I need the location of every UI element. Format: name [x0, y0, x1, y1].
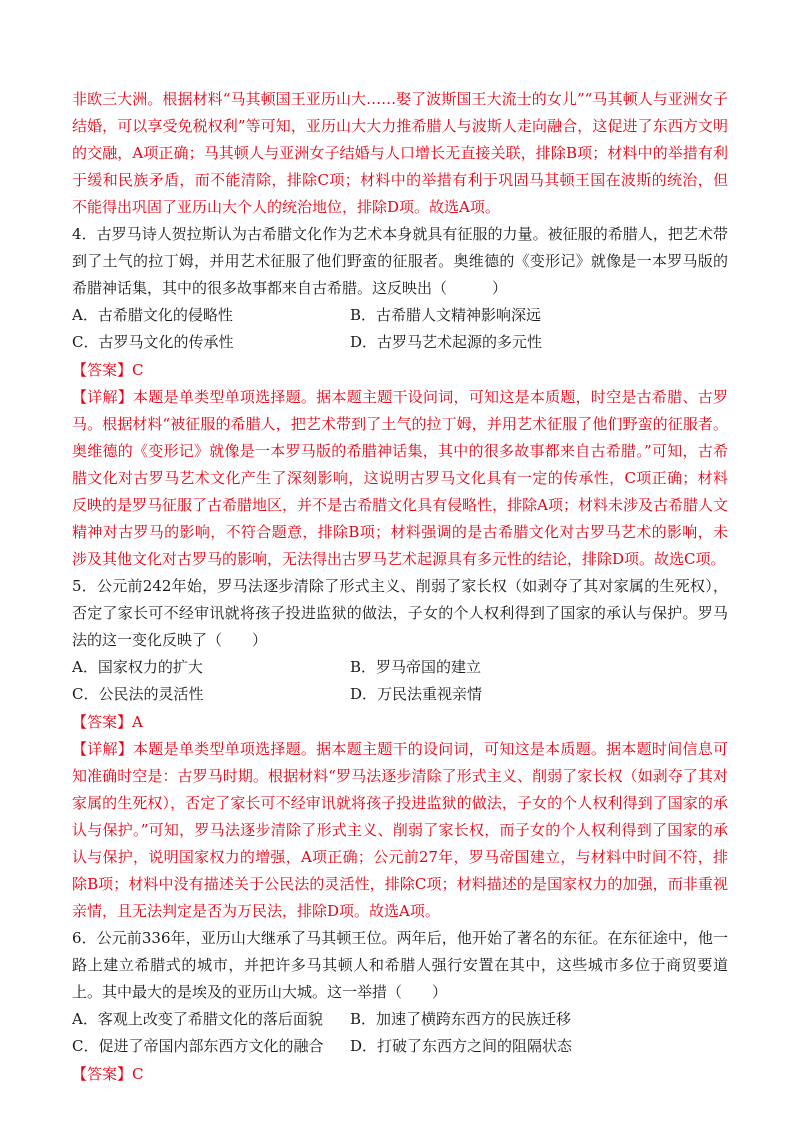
detail-text: 本题是单类型单项选择题。据本题主题干设问词，可知这是本质题，时空是古希腊、古罗马。根据材料“被征服的希腊人，把艺术带到了土气的拉丁姆，并用艺术征服了他们野蛮的征服者。奥维德的《变形记》就像是一本罗马版的希腊神话集，其中的很多故事都来自古希腊。”可知，古希腊文化对古罗马艺术文化产生了深刻影响，这说明古罗马文化具有一定的传承性，C项正确；材料反映的是罗马征服了古希腊地区，并不是古希腊文化具有侵略性，排除A项；材料未涉及古希腊人文精神对古罗马的影响，不符合题意，排除B项；材料强调的是古希腊文化对古罗马艺术的影响，未涉及其他文化对古罗马的影响，无法得出古罗马艺术起源具有多元性的结论，排除D项。故选C项。 — [72, 388, 728, 568]
question-4-option-c: C．古罗马文化的传承性 — [72, 333, 234, 351]
answer-tag: 【答案】 — [72, 713, 133, 731]
detail-tag: 【详解】 — [72, 388, 134, 406]
question-6-option-a: A．客观上改变了希腊文化的落后面貌 — [72, 1010, 323, 1028]
question-4-options — [72, 302, 728, 356]
question-5-detail — [72, 736, 728, 925]
question-4-option-a: A．古希腊文化的侵略性 — [72, 306, 233, 324]
answer-tag: 【答案】 — [72, 1065, 133, 1083]
question-6-answer — [72, 1060, 728, 1088]
question-6-option-b: B．加速了横跨东西方的民族迁移 — [350, 1010, 572, 1028]
detail-text: 本题是单类型单项选择题。据本题主题干的设问词，可知这是本质题。据本题时间信息可知准确时空是：古罗马时期。根据材料“罗马法逐步清除了形式主义、削弱了家长权（如剥夺了其对家属的生死权），否定了家长可不经审讯就将孩子投进监狱的做法，子女的个人权利得到了国家的承认与保护。”可知，罗马法逐步清除了形式主义、削弱了家长权，而子女的个人权利得到了国家的承认与保护，说明国家权力的增强，A项正确；公元前27年，罗马帝国建立，与材料中时间不符，排除B项；材料中没有描述关于公民法的灵活性，排除C项；材料描述的是国家权力的加强，而非重视亲情，且无法判定是否为万民法，排除D项。故选A项。 — [72, 740, 728, 920]
answer-tag: 【答案】 — [72, 361, 133, 379]
question-4-detail — [72, 384, 728, 573]
answer-value: C — [132, 1065, 144, 1083]
question-4-answer — [72, 356, 728, 384]
detail-tag: 【详解】 — [72, 740, 134, 758]
answer-value: C — [132, 361, 144, 379]
question-4-stem: 4．古罗马诗人贺拉斯认为古希腊文化作为艺术本身就具有征服的力量。被征服的希腊人，把艺术带到了土气的拉丁姆，并用艺术征服了他们野蛮的征服者。奥维德的《变形记》就像是一本罗马版的希腊神话集，其中的很多故事都来自古希腊。这反映出（ ） — [72, 225, 728, 297]
explanation-continued: 非欧三大洲。根据材料“马其顿国王亚历山大……娶了波斯国王大流士的女儿”“马其顿人与亚洲女子结婚，可以享受免税权利”等可知，亚历山大大力推希腊人与波斯人走向融合，这促进了东西方文明的交融，A项正确；马其顿人与亚洲女子结婚与人口增长无直接关联，排除B项；材料中的举措有利于缓和民族矛盾，而不能清除，排除C项；材料中的举措有利于巩固马其顿王国在波斯的统治，但不能得出巩固了亚历山大个人的统治地位，排除D项。故选A项。 — [72, 90, 728, 216]
question-5-options — [72, 654, 728, 708]
question-5-option-b: B．罗马帝国的建立 — [350, 658, 482, 676]
question-5-option-a: A．国家权力的扩大 — [72, 658, 203, 676]
question-5-stem: 5．公元前242年始，罗马法逐步清除了形式主义、削弱了家长权（如剥夺了其对家属的生死权），否定了家长可不经审讯就将孩子投进监狱的做法，子女的个人权利得到了国家的承认与保护。罗马法的这一变化反映了（ ） — [72, 577, 728, 649]
question-6-options — [72, 1006, 728, 1060]
question-6-option-d: D．打破了东西方之间的阻隔状态 — [350, 1037, 573, 1055]
question-4-option-b: B．古希腊人文精神影响深远 — [350, 306, 542, 324]
question-4-option-d: D．古罗马艺术起源的多元性 — [350, 333, 543, 351]
question-5-option-d: D．万民法重视亲情 — [350, 685, 483, 703]
question-6-stem: 6．公元前336年，亚历山大继承了马其顿王位。两年后，他开始了著名的东征。在东征途中，他一路上建立希腊式的城市，并把许多马其顿人和希腊人强行安置在其中，这些城市多位于商贸要道上。其中最大的是埃及的亚历山大城。这一举措（ ） — [72, 929, 728, 1001]
answer-value: A — [132, 713, 143, 731]
question-6-option-c: C．促进了帝国内部东西方文化的融合 — [72, 1037, 324, 1055]
question-5-answer — [72, 708, 728, 736]
question-5-option-c: C．公民法的灵活性 — [72, 685, 204, 703]
